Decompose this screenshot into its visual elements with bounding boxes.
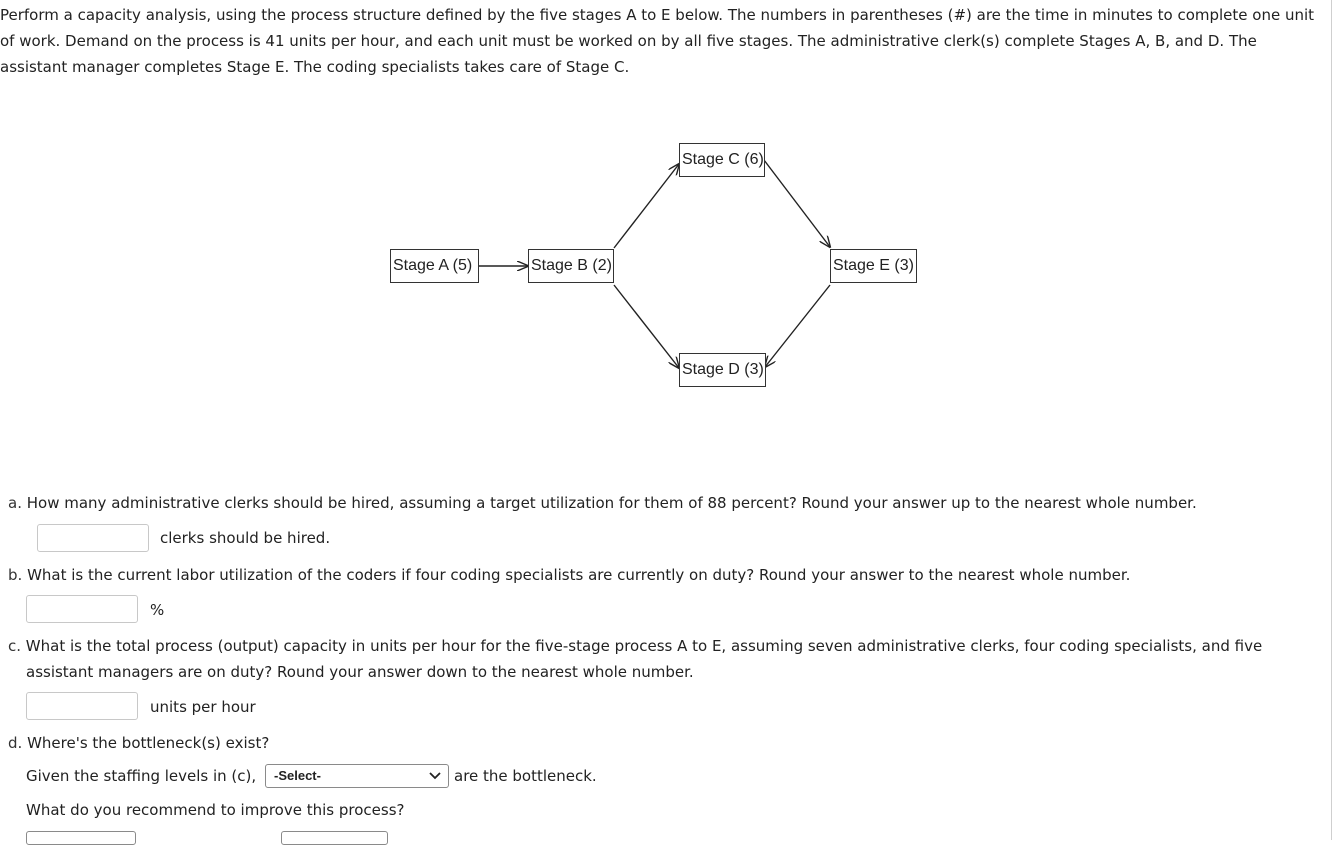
chevron-down-icon (428, 767, 442, 785)
problem-intro: Perform a capacity analysis, using the process structure defined by the five stages A to E below. The numbers in parentheses (#) are the time in minutes to complete one unit of work. Demand on the process is 41 units per hour, and each unit must be worked on by all five stages. The administrative clerk(s) complete Stages A, B, and D. The assistant manager completes Stage E. The coding specialists takes care of Stage C. (0, 6, 1315, 76)
arrow-b-to-d (614, 285, 679, 368)
bottleneck-select[interactable] (265, 764, 449, 788)
question-a-letter: a. (8, 494, 22, 512)
question-d-text: Where's the bottleneck(s) exist? (27, 734, 270, 752)
answer-b-input[interactable] (26, 595, 138, 623)
stage-b-box: Stage B (2) (528, 249, 614, 283)
stage-c-box: Stage C (6) (679, 143, 765, 177)
question-d-recommend: What do you recommend to improve this process? (26, 801, 405, 819)
question-d-given-prefix: Given the staffing levels in (c), (26, 767, 257, 785)
recommend-select-1[interactable] (26, 831, 136, 845)
arrow-d-to-e (765, 285, 830, 367)
answer-b-suffix: % (150, 601, 165, 619)
recommend-select-2[interactable] (281, 831, 388, 845)
question-b-letter: b. (8, 566, 23, 584)
answer-a-input[interactable] (37, 524, 149, 552)
stage-e-box: Stage E (3) (830, 249, 917, 283)
answer-a-suffix: clerks should be hired. (160, 529, 331, 547)
arrow-c-to-e (764, 160, 830, 247)
question-a-text: How many administrative clerks should be hired, assuming a target utilization for them of 88 percent? Round your answer up to the nearest whole number. (26, 494, 1197, 512)
arrow-b-to-c (614, 164, 679, 248)
question-b-text: What is the current labor utilization of the coders if four coding specialists are currently on duty? Round your answer to the nearest whole number. (27, 566, 1131, 584)
question-d-given-suffix: are the bottleneck. (454, 767, 597, 785)
question-c-text-line1: What is the total process (output) capacity in units per hour for the five-stage process A to E, assuming seven administrative clerks, four coding specialists, and five (25, 637, 1263, 655)
question-c-text-line2: assistant managers are on duty? Round your answer down to the nearest whole number. (26, 663, 694, 681)
stage-d-box: Stage D (3) (679, 353, 766, 387)
process-diagram (385, 140, 925, 395)
question-b (8, 566, 1130, 584)
question-d (8, 734, 269, 752)
question-c-letter: c. (8, 637, 22, 655)
answer-c-input[interactable] (26, 692, 138, 720)
bottleneck-select-value: -Select- (274, 768, 321, 783)
answer-c-suffix: units per hour (150, 698, 256, 716)
question-c (8, 637, 1262, 655)
question-d-letter: d. (8, 734, 23, 752)
stage-a-box: Stage A (5) (390, 249, 479, 283)
question-a (8, 494, 1197, 512)
